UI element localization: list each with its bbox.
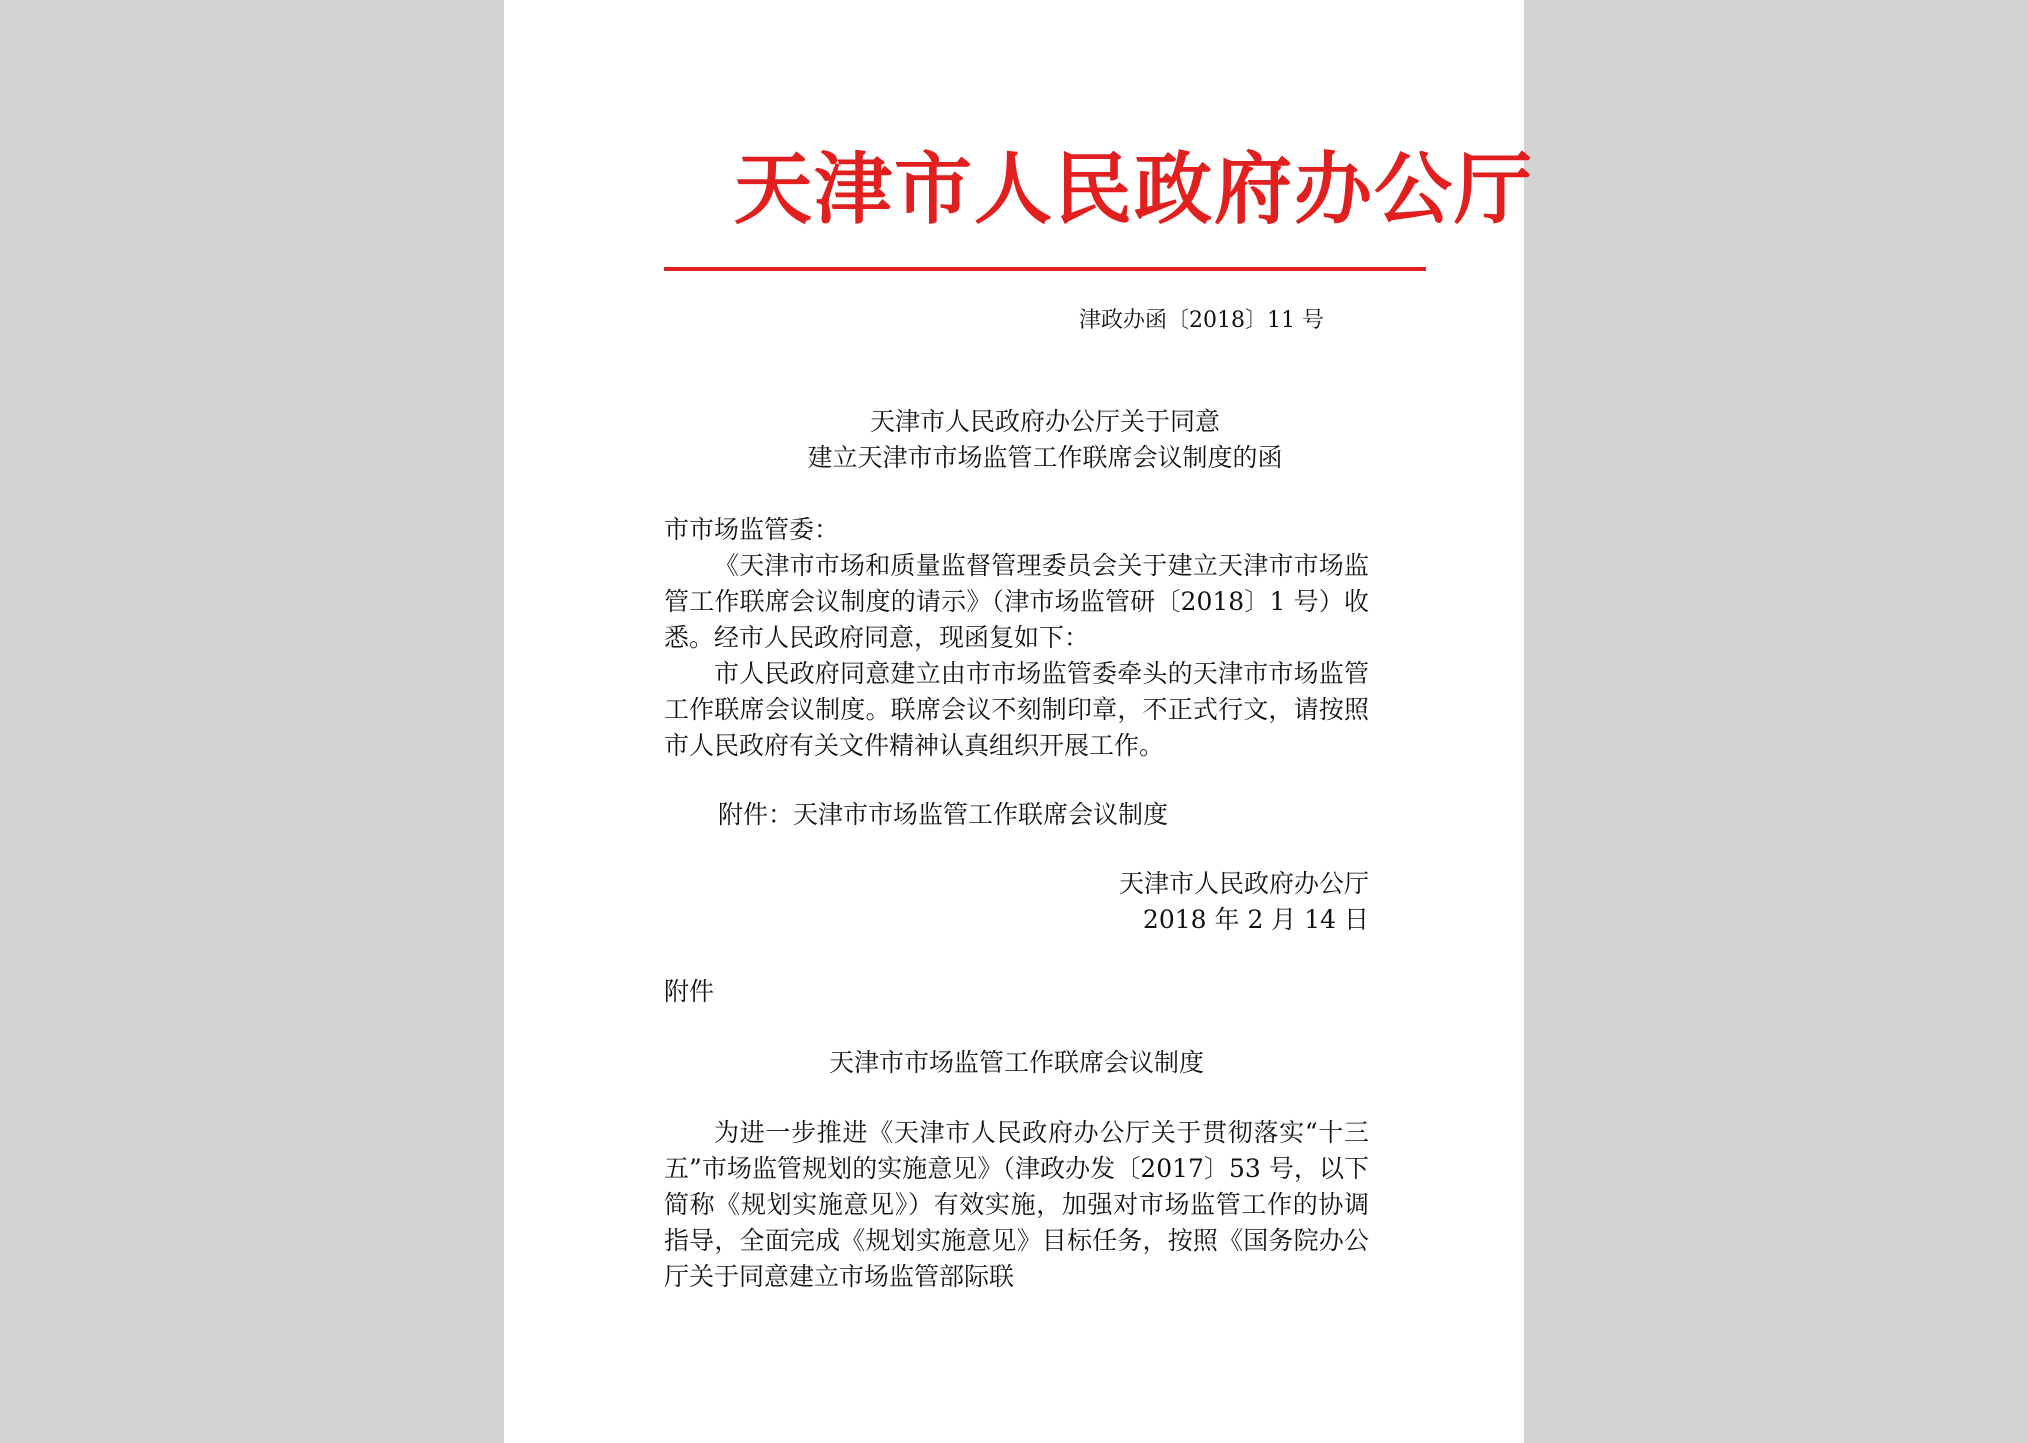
attachment-label: 附件: [664, 977, 715, 1006]
signature-issuer: 天津市人民政府办公厅: [1118, 869, 1369, 898]
signature-block: [1034, 866, 1369, 938]
document-title: [664, 404, 1426, 476]
document-number: 津政办函〔2018〕11 号: [1079, 308, 1324, 333]
body-paragraph-1: 《天津市市场和质量监督管理委员会关于建立天津市市场监管工作联席会议制度的请示》（津市场监管研〔2018〕1 号）收悉。经市人民政府同意，现函复如下：: [664, 551, 1369, 652]
letterhead-red-rule: [664, 267, 1426, 271]
letterhead-title: 天津市人民政府办公厅: [734, 144, 1535, 235]
document-page: [504, 0, 1535, 1443]
attachment-title: 天津市市场监管工作联席会议制度: [828, 1048, 1204, 1077]
body-paragraph-2: 市人民政府同意建立由市市场监管委牵头的天津市市场监管工作联席会议制度。联席会议不刻制印章，不正式行文，请按照市人民政府有关文件精神认真组织开展工作。: [664, 659, 1369, 760]
document-title-line-2: 建立天津市市场监管工作联席会议制度的函: [807, 443, 1283, 472]
salutation: 市市场监管委：: [664, 515, 840, 544]
signature-date: 2018 年 2 月 14 日: [1142, 905, 1369, 934]
attachment-paragraph-1: 为进一步推进《天津市人民政府办公厅关于贯彻落实“十三五”市场监管规划的实施意见》（津政办发〔2017〕53 号，以下简称《规划实施意见》）有效实施，加强对市场监管工作的协调指导，全面完成《规划实施意见》目标任务，按照《国务院办公厅关于同意建立市场监管部际联: [664, 1118, 1369, 1291]
document-title-line-1: 天津市人民政府办公厅关于同意: [869, 407, 1220, 436]
attachment-note: 附件：天津市市场监管工作联席会议制度: [718, 800, 1169, 829]
